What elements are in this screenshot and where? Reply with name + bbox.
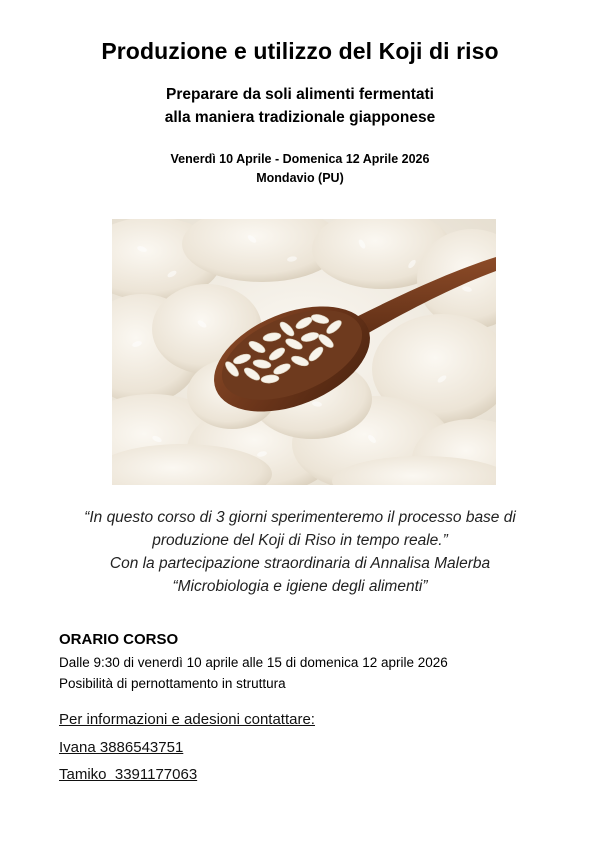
subtitle-line-1: Preparare da soli alimenti fermentati bbox=[166, 86, 434, 103]
subtitle-line-2: alla maniera tradizionale giapponese bbox=[164, 109, 436, 126]
contact-tamiko-link[interactable]: Tamiko 3391177063 bbox=[59, 766, 198, 783]
schedule-hours: Dalle 9:30 di venerdì 10 aprile alle 15 di domenica 12 aprile 2026 bbox=[59, 655, 448, 670]
quote-line-3: Con la partecipazione straordinaria di Annalisa Malerba bbox=[109, 555, 491, 572]
quote-line-4: “Microbiologia e igiene degli alimenti” bbox=[172, 578, 428, 595]
koji-rice-photo bbox=[112, 219, 496, 485]
page-title: Produzione e utilizzo del Koji di riso bbox=[101, 38, 499, 64]
contact-info-heading[interactable]: Per informazioni e adesioni contattare: bbox=[59, 711, 315, 728]
quote-line-1: “In questo corso di 3 giorni sperimenteremo il processo base di bbox=[84, 509, 516, 526]
quote-line-2: produzione del Koji di Riso in tempo reale.” bbox=[152, 532, 448, 549]
contact-ivana-link[interactable]: Ivana 3886543751 bbox=[59, 739, 184, 756]
schedule-accommodation: Posibilità di pernottamento in struttura bbox=[59, 676, 286, 691]
event-location: Mondavio (PU) bbox=[256, 171, 344, 185]
schedule-heading: ORARIO CORSO bbox=[59, 631, 179, 648]
event-dates: Venerdì 10 Aprile - Domenica 12 Aprile 2026 bbox=[170, 152, 430, 166]
